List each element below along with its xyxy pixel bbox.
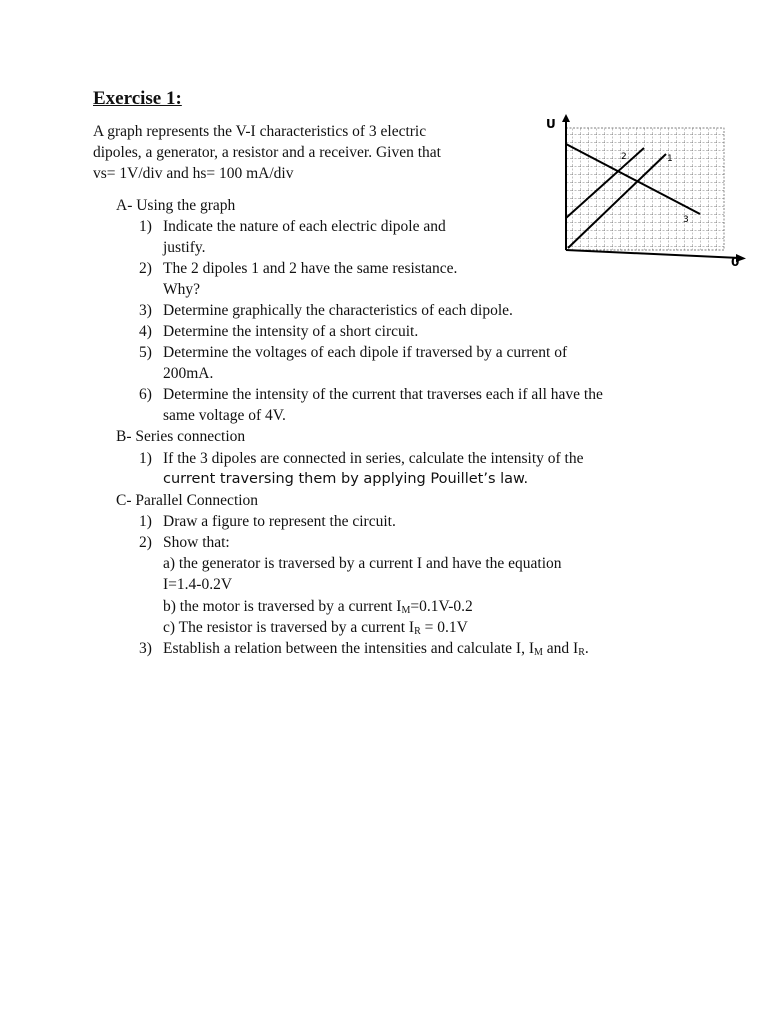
text-fragment: .	[584, 640, 589, 657]
exercise-title: Exercise 1:	[93, 88, 182, 109]
section-a-heading: A- Using the graph	[116, 197, 236, 214]
item-number: 1)	[139, 513, 152, 530]
question-a2: The 2 dipoles 1 and 2 have the same resistance.	[163, 260, 458, 277]
text-fragment: Establish a relation between the intensities and calculate I, I	[163, 640, 535, 657]
question-a5-continued: 200mA.	[163, 365, 214, 382]
x-axis	[566, 250, 740, 258]
question-c2-part-a: a) the generator is traversed by a current I and have the equation	[163, 555, 562, 572]
y-axis-arrow	[562, 114, 570, 122]
item-number: 6)	[139, 386, 152, 403]
item-number: 2)	[139, 260, 152, 277]
question-c2-part-c	[163, 617, 468, 638]
intro-line: dipoles, a generator, a resistor and a receiver. Given that	[93, 144, 441, 161]
generator-equation: I=1.4-0.2V	[163, 576, 233, 593]
question-b1-continued: current traversing them by applying Pouillet’s law.	[163, 471, 529, 487]
text-fragment: and I	[542, 640, 579, 657]
intro-line: vs= 1V/div and hs= 100 mA/div	[93, 165, 294, 182]
graph-grid	[566, 128, 724, 250]
text-fragment: c) The resistor is traversed by a current I	[163, 619, 415, 636]
subscript: M	[534, 647, 543, 658]
text-fragment: =0.1V-0.2	[410, 598, 473, 615]
question-a6-continued: same voltage of 4V.	[163, 407, 286, 424]
intro-paragraph	[93, 121, 513, 184]
question-c2: Show that:	[163, 534, 230, 551]
question-a3: Determine graphically the characteristics of each dipole.	[163, 302, 513, 319]
question-a4: Determine the intensity of a short circuit.	[163, 323, 419, 340]
intro-line: A graph represents the V-I characteristics of 3 electric	[93, 123, 427, 140]
section-c-heading: C- Parallel Connection	[116, 492, 259, 509]
item-number: 2)	[139, 534, 152, 551]
y-axis-label: U	[546, 117, 556, 131]
subscript: R	[414, 626, 421, 637]
line-label-3: 3	[683, 215, 689, 225]
question-a5: Determine the voltages of each dipole if traversed by a current of	[163, 344, 568, 361]
question-c2-part-b	[163, 596, 473, 617]
line-label-1: 1	[667, 154, 673, 164]
section-b-heading: B- Series connection	[116, 428, 246, 445]
item-number: 3)	[139, 302, 152, 319]
item-number: 3)	[139, 640, 152, 657]
question-c1: Draw a figure to represent the circuit.	[163, 513, 396, 530]
subscript: R	[578, 647, 585, 658]
question-c3	[163, 638, 589, 659]
x-axis-label: 0	[731, 255, 740, 269]
item-number: 1)	[139, 218, 152, 235]
line-label-2: 2	[621, 152, 627, 162]
text-fragment: = 0.1V	[420, 619, 468, 636]
subscript: M	[401, 605, 411, 616]
question-a6: Determine the intensity of the current that traverses each if all have the	[163, 386, 603, 403]
item-number: 1)	[139, 450, 152, 467]
question-b1: If the 3 dipoles are connected in series, calculate the intensity of the	[163, 450, 584, 467]
text-fragment: b) the motor is traversed by a current I	[163, 598, 402, 615]
question-a1: Indicate the nature of each electric dipole and	[163, 218, 446, 235]
question-a2-continued: Why?	[163, 281, 201, 298]
item-number: 5)	[139, 344, 152, 361]
item-number: 4)	[139, 323, 152, 340]
question-a1-continued: justify.	[163, 239, 206, 256]
vi-characteristic-graph	[540, 110, 750, 275]
